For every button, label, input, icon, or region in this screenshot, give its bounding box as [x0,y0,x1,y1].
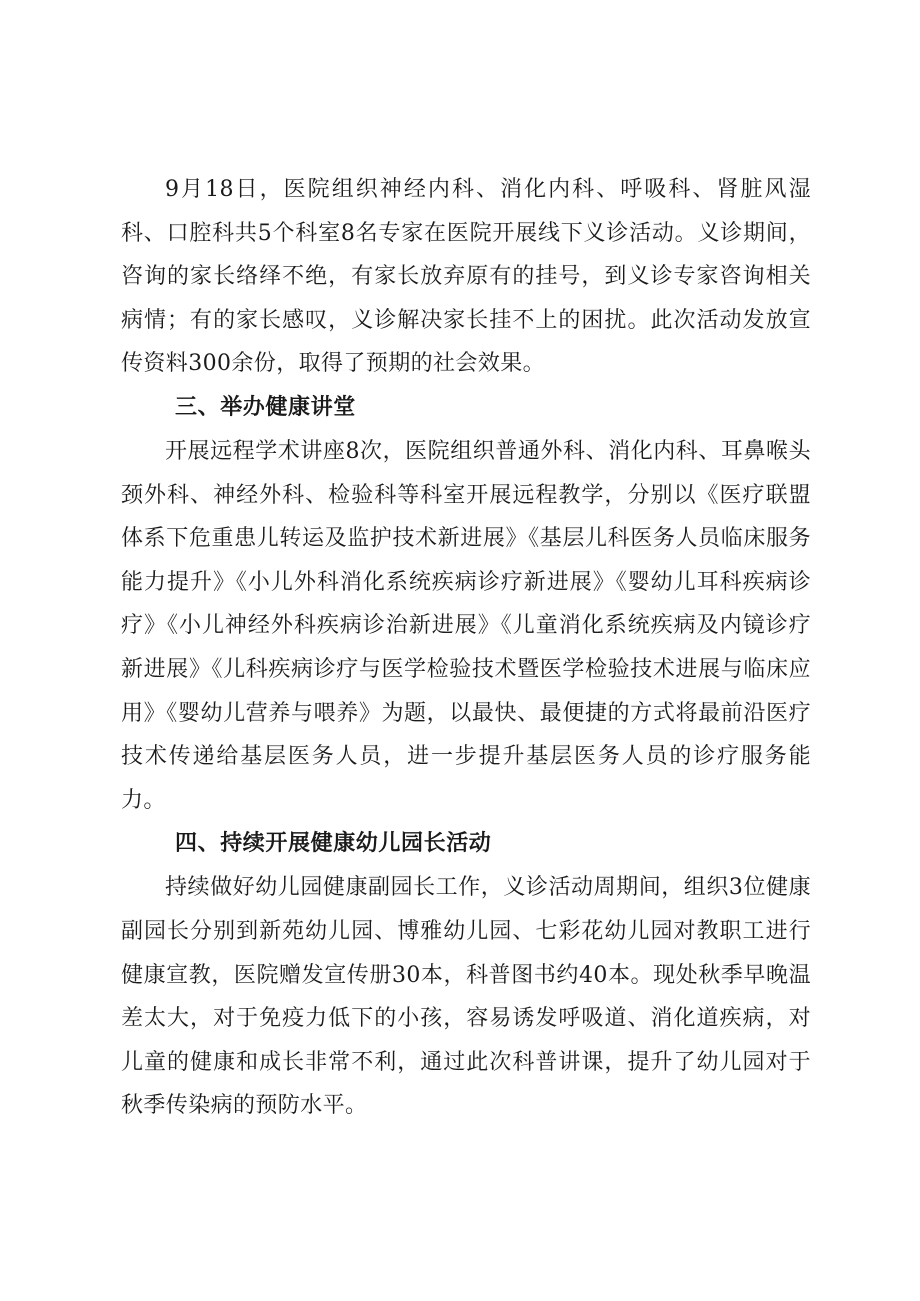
paragraph-remote-lectures: 开展远程学术讲座8次，医院组织普通外科、消化内科、耳鼻喉头颈外科、神经外科、检验科等科室开展远程教学，分别以《医疗联盟体系下危重患儿转运及监护技术新进展》《基层儿科医务人员临床服务能力提升》《小儿外科消化系统疾病诊疗新进展》《婴幼儿耳科疾病诊疗》《小儿神经外科疾病诊治新进展》《儿童消化系统疾病及内镜诊疗新进展》《儿科疾病诊疗与医学检验技术暨医学检验技术进展与临床应用》《婴幼儿营养与喂养》为题，以最快、最便捷的方式将最前沿医疗技术传递给基层医务人员，进一步提升基层医务人员的诊疗服务能力。 [121,438,811,813]
heading-kindergarten-activity: 四、持续开展健康幼儿园长活动 [175,831,492,857]
document-body [121,168,811,1128]
paragraph-free-clinic: 9月18日，医院组织神经内科、消化内科、呼吸科、肾脏风湿科、口腔科共5个科室8名专家在医院开展线下义诊活动。义诊期间，咨询的家长络绎不绝，有家长放弃原有的挂号，到义诊专家咨询相关病情；有的家长感叹，义诊解决家长挂不上的困扰。此次活动发放宣传资料300余份，取得了预期的社会效果。 [121,177,811,377]
paragraph-kindergarten-education: 持续做好幼儿园健康副园长工作，义诊活动周期间，组织3位健康副园长分别到新苑幼儿园、博雅幼儿园、七彩花幼儿园对教职工进行健康宣教，医院赠发宣传册30本，科普图书约40本。现处秋季早晚温差太大，对于免疫力低下的小孩，容易诱发呼吸道、消化道疾病，对儿童的健康和成长非常不利，通过此次科普讲课，提升了幼儿园对于秋季传染病的预防水平。 [121,875,811,1119]
heading-health-lecture: 三、举办健康讲堂 [175,394,356,420]
